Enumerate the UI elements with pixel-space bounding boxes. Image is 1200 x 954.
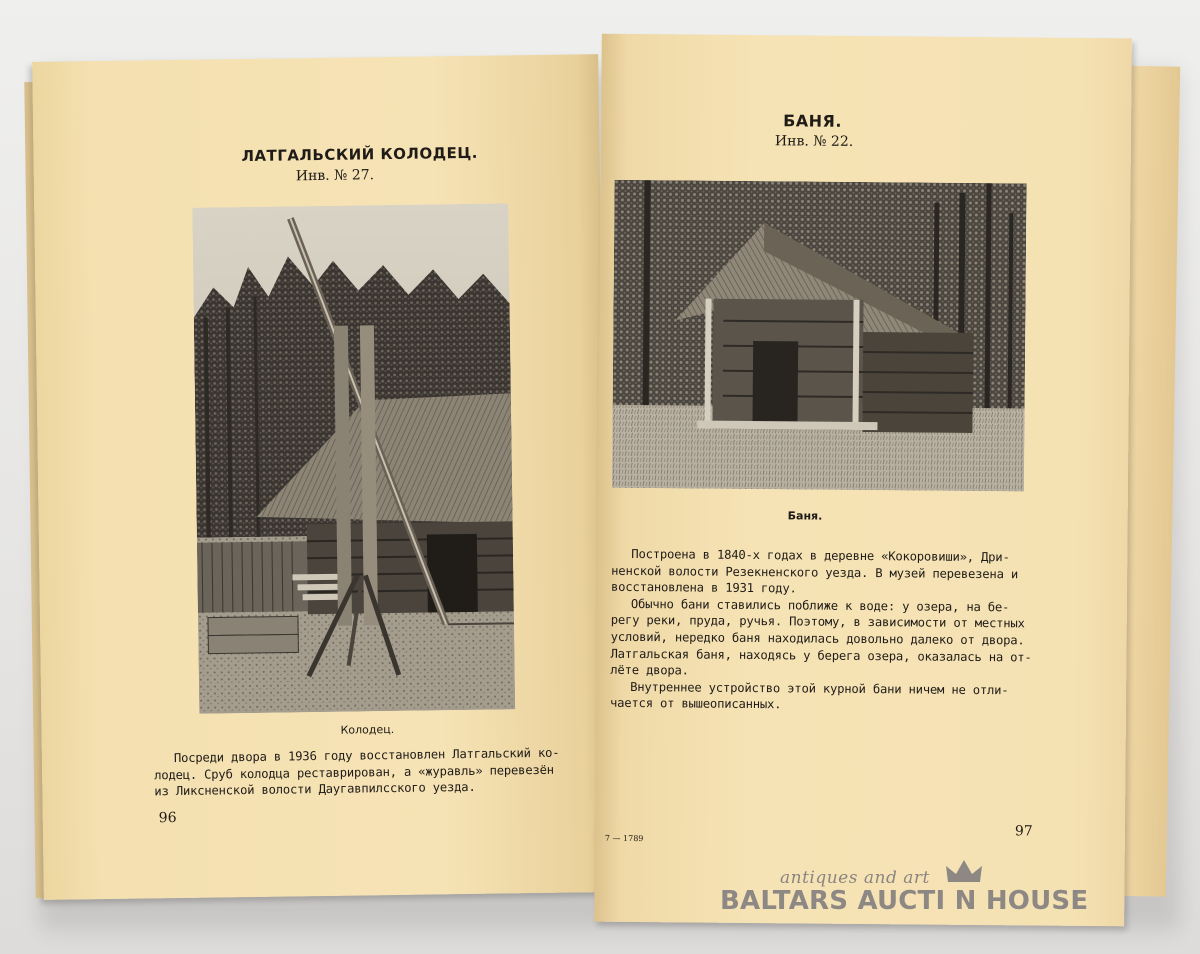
right-page-inventory: Инв. № 22. — [774, 133, 854, 150]
watermark-name: BALTARS AUCTI N HOUSE — [720, 886, 1089, 916]
well-photo — [192, 203, 515, 713]
watermark-tagline: antiques and art — [780, 868, 930, 888]
right-body-line: ненской волости Резекненского уезда. В музей перевезена и — [611, 563, 1019, 581]
right-page-number: 97 — [1014, 823, 1033, 840]
right-body-line: Латгальская баня, находясь у берега озера, оказалась на от- — [610, 646, 1032, 665]
left-photo-caption: Колодец. — [340, 723, 395, 737]
right-body-line: Построена в 1840-х годах в деревне «Кокоровиши», Дри- — [631, 546, 1010, 565]
left-page — [32, 54, 610, 900]
crown-icon — [944, 858, 984, 886]
right-body-line: условий, нередко баня находилась довольно далеко от двора. — [610, 629, 1025, 648]
right-body-line: лёте двора. — [610, 662, 689, 678]
left-page-number: 96 — [158, 810, 177, 827]
left-body-line: Посреди двора в 1936 году восстановлен Латгальский ко- — [173, 745, 560, 766]
right-photo-caption: Баня. — [787, 509, 823, 523]
right-body-line: чается от вышеописанных. — [609, 696, 782, 712]
left-page-inventory: Инв. № 27. — [295, 167, 375, 185]
right-page — [594, 34, 1132, 927]
auction-house-watermark — [720, 868, 1120, 928]
bathhouse-photo — [612, 180, 1027, 492]
right-body-line: восстановлена в 1931 году. — [610, 579, 797, 596]
right-body-line: регу реки, пруда, ручья. Поэтому, в зависимости от местных — [610, 613, 1025, 631]
right-body-text — [610, 546, 1033, 716]
right-page-title: БАНЯ. — [783, 111, 843, 131]
right-body-line: Обычно бани ставились поближе к воде: у озера, на бе- — [630, 596, 1010, 615]
left-page-title: ЛАТГАЛЬСКИЙ КОЛОДЕЦ. — [241, 143, 479, 166]
signature-mark: 7 — 1789 — [604, 833, 644, 844]
left-body-line: из Ликсненской волости Даугавпилсского уезда. — [154, 780, 476, 799]
left-body-text — [154, 745, 560, 800]
left-body-line: лодец. Сруб колодца реставрирован, а «журавль» перевезён — [154, 762, 554, 782]
right-body-line: Внутреннее устройство этой курной бани ничем не отли- — [630, 679, 1009, 698]
